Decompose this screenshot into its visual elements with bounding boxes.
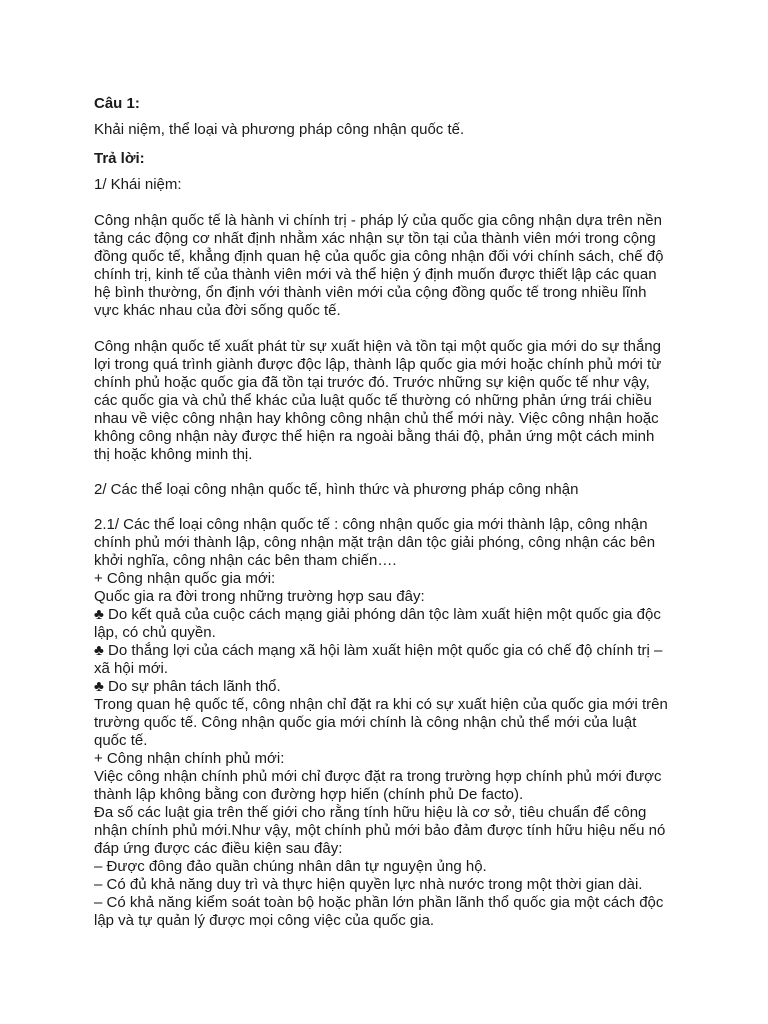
text-line: không công nhận này được thể hiện ra ngoài bằng thái độ, phản ứng một cách minh xyxy=(94,428,655,445)
text-line: chính phủ mới thành lập, công nhận mặt trận dân tộc giải phóng, công nhận các bên xyxy=(94,534,656,551)
text-line: Đa số các luật gia trên thế giới cho rằng tính hữu hiệu là cơ sở, tiêu chuẩn để công xyxy=(94,804,647,821)
text-line: Quốc gia ra đời trong những trường hợp sau đây: xyxy=(94,588,425,605)
text-line: – Được đông đảo quần chúng nhân dân tự nguyện ủng hộ. xyxy=(94,858,487,875)
text-line: – Có đủ khả năng duy trì và thực hiện quyền lực nhà nước trong một thời gian dài. xyxy=(94,876,643,893)
text-line: thành lập không bằng con đường hợp hiến (chính phủ De facto). xyxy=(94,786,524,803)
text-line: chính phủ hoặc quốc gia đã tồn tại trước đó. Trước những sự kiện quốc tế như vậy, xyxy=(94,374,650,391)
text-line: các quốc gia và chủ thể khác của luật quốc tế thường có những phản ứng trái chiều xyxy=(94,392,652,409)
text-line: trường quốc tế. Công nhận quốc gia mới chính là công nhận chủ thể mới của luật xyxy=(94,714,637,731)
text-line: ♣ Do thắng lợi của cách mạng xã hội làm xuất hiện một quốc gia có chế độ chính trị – xyxy=(94,642,663,659)
paragraph-2 xyxy=(94,338,698,464)
text-line: lợi trong quá trình giành được độc lập, thành lập quốc gia mới hoặc chính phủ mới từ xyxy=(94,356,662,373)
text-line: khởi nghĩa, công nhận các bên tham chiến…. xyxy=(94,552,397,569)
text-line: ♣ Do sự phân tách lãnh thổ. xyxy=(94,678,281,695)
question-heading: Câu 1: xyxy=(94,95,140,112)
text-line: ♣ Do kết quả của cuộc cách mạng giải phóng dân tộc làm xuất hiện một quốc gia độc xyxy=(94,606,661,623)
section-2-title: 2/ Các thể loại công nhận quốc tế, hình thức và phương pháp công nhận xyxy=(94,481,579,498)
text-line: đáp ứng được các điều kiện sau đây: xyxy=(94,840,343,857)
question-text: Khải niệm, thể loại và phương pháp công nhận quốc tế. xyxy=(94,121,465,138)
text-line: Trong quan hệ quốc tế, công nhận chỉ đặt ra khi có sự xuất hiện của quốc gia mới trên xyxy=(94,696,668,713)
text-line: 2.1/ Các thể loại công nhận quốc tế : công nhận quốc gia mới thành lập, công nhận xyxy=(94,516,648,533)
text-line: Công nhận quốc tế xuất phát từ sự xuất hiện và tồn tại một quốc gia mới do sự thắng xyxy=(94,338,661,355)
paragraph-3 xyxy=(94,516,698,930)
text-line: Việc công nhận chính phủ mới chỉ được đặt ra trong trường hợp chính phủ mới được xyxy=(94,768,662,785)
text-line: lập, có chủ quyền. xyxy=(94,624,216,641)
answer-heading: Trả lời: xyxy=(94,150,145,167)
text-line: + Công nhận quốc gia mới: xyxy=(94,570,276,587)
text-line: nhận chính phủ mới.Như vậy, một chính phủ mới bảo đảm được tính hữu hiệu nếu nó xyxy=(94,822,666,839)
text-line: xã hội mới. xyxy=(94,660,169,677)
text-line: lập và tự quản lý được mọi công việc của quốc gia. xyxy=(94,912,435,929)
text-line: thị hoặc không minh thị. xyxy=(94,446,253,463)
text-line: quốc tế. xyxy=(94,732,148,749)
text-line: hệ bình thường, ổn định với thành viên mới của cộng đồng quốc tế trong nhiều lĩnh xyxy=(94,284,647,301)
text-line: nhau về việc công nhận hay không công nhận chủ thể mới này. Việc công nhận hoặc xyxy=(94,410,659,427)
text-line: vực khác nhau của đời sống quốc tế. xyxy=(94,302,341,319)
text-line: Công nhận quốc tế là hành vi chính trị - pháp lý của quốc gia công nhận dựa trên nền xyxy=(94,212,662,229)
text-line: tảng các động cơ nhất định nhằm xác nhận sự tồn tại của thành viên mới trong cộng xyxy=(94,230,656,247)
text-line: chính trị, kinh tế của thành viên mới và thể hiện ý định muốn được thiết lập các quan xyxy=(94,266,657,283)
paragraph-1 xyxy=(94,212,698,320)
section-1-title: 1/ Khái niệm: xyxy=(94,176,182,193)
text-line: đồng quốc tế, khẳng định quan hệ của quốc gia công nhận đối với chính sách, chế độ xyxy=(94,248,664,265)
text-line: + Công nhận chính phủ mới: xyxy=(94,750,285,767)
text-line: – Có khả năng kiểm soát toàn bộ hoặc phần lớn phần lãnh thổ quốc gia một cách độc xyxy=(94,894,664,911)
